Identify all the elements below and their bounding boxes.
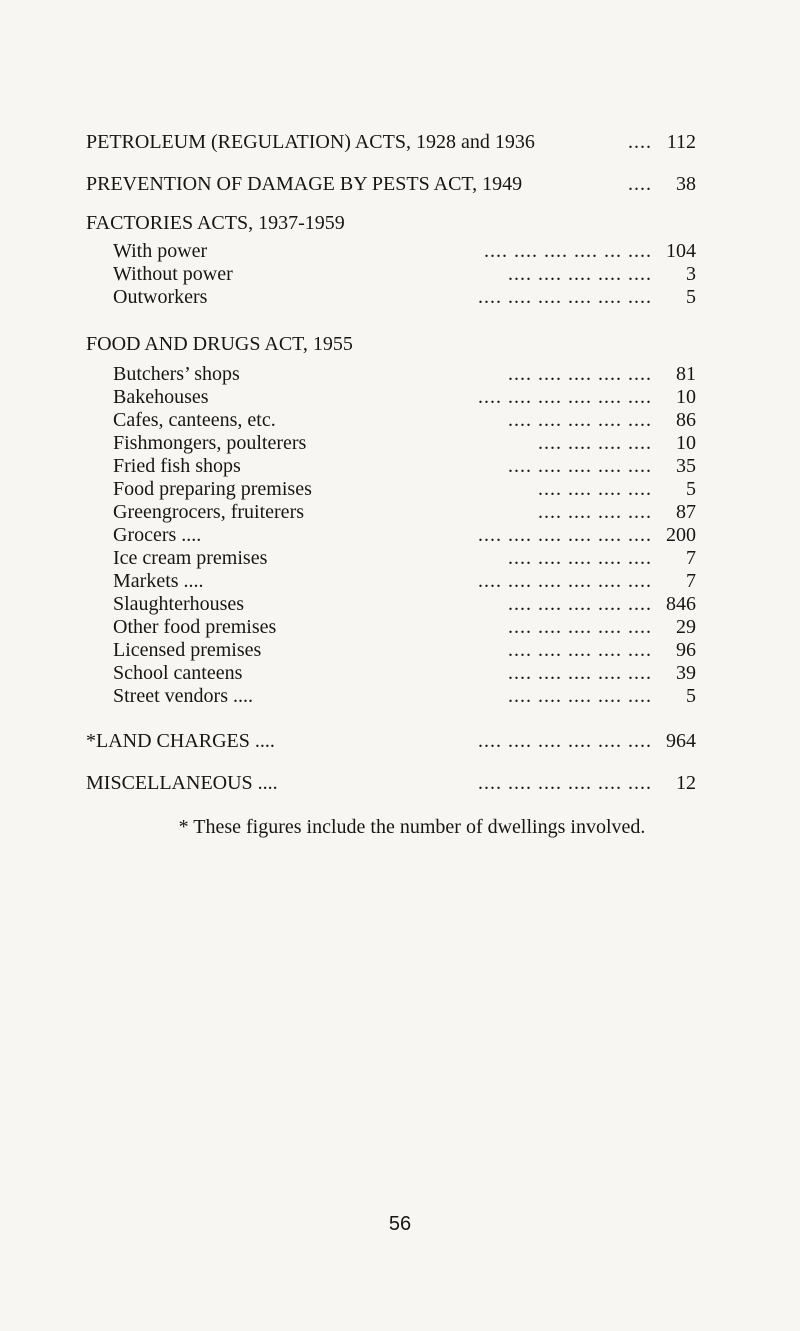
entry-value: 39 <box>676 662 696 684</box>
entry-land-charges <box>86 729 696 753</box>
entry-value: 35 <box>676 455 696 477</box>
list-item <box>113 408 696 432</box>
leader-dots: .... .... .... .... .... .... <box>478 570 652 592</box>
entry-value: 86 <box>676 409 696 431</box>
leader-dots: .... ... .... .... .... .... <box>484 240 652 262</box>
entry-value: 7 <box>686 570 696 592</box>
entry-value: 964 <box>666 730 696 752</box>
leader-dots: .... .... .... .... <box>538 501 652 523</box>
entry-value: 112 <box>666 131 696 153</box>
entry-label: Fishmongers, poulterers <box>113 432 307 454</box>
entry-label: Butchers’ shops <box>113 363 240 385</box>
leader-dots: .... .... .... .... .... <box>508 455 652 477</box>
page-number: 56 <box>388 1213 412 1235</box>
leader-dots: .... .... .... .... .... .... <box>478 286 652 308</box>
list-item <box>113 638 696 662</box>
entry-value: 5 <box>686 286 696 308</box>
leader-dots: .... .... .... .... .... <box>508 263 652 285</box>
entry-label: Licensed premises <box>113 639 262 661</box>
leader-dots: .... .... .... .... .... <box>508 685 652 707</box>
entry-value: 846 <box>666 593 696 615</box>
entry-label: PETROLEUM (REGULATION) ACTS, 1928 and 1936 <box>86 131 535 153</box>
entry-label: Food preparing premises <box>113 478 312 500</box>
entry-label: Street vendors .... <box>113 685 253 707</box>
entry-value: 96 <box>676 639 696 661</box>
entry-label: Greengrocers, fruiterers <box>113 501 305 523</box>
entry-prevention-pests-act <box>86 172 696 196</box>
section-heading-factories: FACTORIES ACTS, 1937-1959 <box>86 212 345 234</box>
leader-dots: .... .... .... .... .... <box>508 593 652 615</box>
entry-value: 81 <box>676 363 696 385</box>
entry-label: Outworkers <box>113 286 208 308</box>
entry-label: Other food premises <box>113 616 277 638</box>
entry-label: Markets .... <box>113 570 204 592</box>
list-item <box>113 592 696 616</box>
list-item <box>113 385 696 409</box>
leader-dots: .... .... .... .... .... .... <box>478 524 652 546</box>
entry-value: 10 <box>676 432 696 454</box>
leader-dots: .... .... .... .... <box>538 432 652 454</box>
leader-dots: .... .... .... .... .... <box>508 363 652 385</box>
list-item <box>113 523 696 547</box>
entry-value: 10 <box>676 386 696 408</box>
entry-label: Fried fish shops <box>113 455 241 477</box>
leader-dots: .... .... .... .... .... <box>508 409 652 431</box>
leader-dots: .... .... .... .... .... <box>508 662 652 684</box>
leader-dots: .... .... .... .... .... .... <box>478 730 652 752</box>
entry-label: School canteens <box>113 662 243 684</box>
list-item <box>113 239 696 263</box>
entry-value: 5 <box>686 478 696 500</box>
leader-dots: .... .... .... .... <box>538 478 652 500</box>
list-item <box>113 454 696 478</box>
list-item <box>113 285 696 309</box>
list-item <box>113 546 696 570</box>
list-item <box>113 661 696 685</box>
entry-miscellaneous <box>86 771 696 795</box>
entry-petroleum-acts <box>86 130 696 154</box>
entry-label: MISCELLANEOUS .... <box>86 772 278 794</box>
leader-dots: .... .... .... .... .... <box>508 639 652 661</box>
entry-label: Slaughterhouses <box>113 593 245 615</box>
list-item <box>113 500 696 524</box>
entry-value: 5 <box>686 685 696 707</box>
list-item <box>113 362 696 386</box>
entry-label: Ice cream premises <box>113 547 268 569</box>
entry-label: Bakehouses <box>113 386 209 408</box>
entry-label: *LAND CHARGES .... <box>86 730 275 752</box>
entry-label: PREVENTION OF DAMAGE BY PESTS ACT, 1949 <box>86 173 523 195</box>
leader-dots: .... .... .... .... .... .... <box>478 386 652 408</box>
leader-dots: .... .... .... .... .... <box>508 616 652 638</box>
list-item <box>113 684 696 708</box>
section-heading-food-drugs: FOOD AND DRUGS ACT, 1955 <box>86 333 353 355</box>
leader-dots: .... <box>628 131 652 153</box>
entry-value: 200 <box>666 524 696 546</box>
list-item <box>113 431 696 455</box>
entry-value: 7 <box>686 547 696 569</box>
list-item <box>113 569 696 593</box>
footnote: * These figures include the number of dwellings involved. <box>178 816 646 838</box>
entry-label: With power <box>113 240 208 262</box>
leader-dots: .... .... .... .... .... .... <box>478 772 652 794</box>
entry-value: 87 <box>676 501 696 523</box>
entry-value: 12 <box>676 772 696 794</box>
entry-label: Cafes, canteens, etc. <box>113 409 276 431</box>
leader-dots: .... .... .... .... .... <box>508 547 652 569</box>
list-item <box>113 262 696 286</box>
entry-value: 3 <box>686 263 696 285</box>
list-item <box>113 477 696 501</box>
entry-label: Without power <box>113 263 233 285</box>
entry-value: 104 <box>666 240 696 262</box>
entry-value: 38 <box>676 173 696 195</box>
list-item <box>113 615 696 639</box>
entry-value: 29 <box>676 616 696 638</box>
entry-label: Grocers .... <box>113 524 202 546</box>
leader-dots: .... <box>628 173 652 195</box>
